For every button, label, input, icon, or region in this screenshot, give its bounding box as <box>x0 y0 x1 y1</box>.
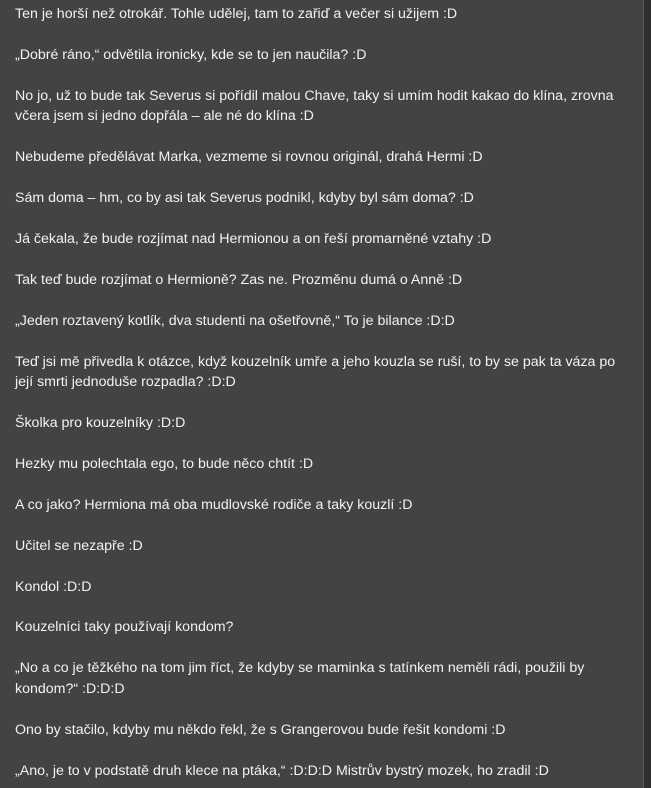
comment-text-18: „Ano, je to v podstatě druh klece na ptáka,“ :D:D:D Mistrův bystrý mozek, ho zradil :D <box>15 762 549 779</box>
comment-text-13: Učitel se nezapře :D <box>15 537 143 554</box>
comment-text-5: Sám doma – hm, co by asi tak Severus podnikl, kdyby byl sám doma? :D <box>15 190 474 207</box>
comment-text-16: „No a co je těžkého na tom jim říct, že kdyby se maminka s tatínkem neměli rádi, použili by kondom?“ :D:D:D <box>15 660 585 697</box>
comment-text-6: Já čekala, že bude rozjímat nad Hermionou a on řeší promarněné vztahy :D <box>15 230 492 247</box>
comment-text-12: A co jako? Hermiona má oba mudlovské rodiče a taky kouzlí :D <box>15 496 413 513</box>
scrollbar-gutter[interactable] <box>644 0 651 788</box>
comment-text-15: Kouzelníci taky používají kondom? <box>15 619 234 636</box>
comment-text-10: Školka pro kouzelníky :D:D <box>15 415 186 432</box>
comment-text-4: Nebudeme předělávat Marka, vezmeme si rovnou originál, drahá Hermi :D <box>15 149 483 166</box>
comment-text-3: No jo, už to bude tak Severus si pořídil malou Chave, taky si umím hodit kakao do klína, zrovna včera jsem si jedno dopřála – ale né do klína :D <box>15 87 614 125</box>
comment-text-1: Ten je horší než otrokář. Tohle udělej, tam to zařiď a večer si užijem :D <box>15 6 458 22</box>
comment-text-2: „Dobré ráno,“ odvětila ironicky, kde se to jen naučila? :D <box>15 46 367 63</box>
comment-text-14: Kondol :D:D <box>15 578 92 595</box>
comment-text-9: Teď jsi mě přivedla k otázce, když kouzelník umře a jeho kouzla se ruší, to by se pak ta váza po její smrti jednoduše rozpadla? :D:D <box>15 353 616 391</box>
comment-text-8: „Jeden roztavený kotlík, dva studenti na ošetřovně,“ To je bilance :D:D <box>15 312 455 329</box>
comment-text-7: Tak teď bude rozjímat o Hermioně? Zas ne. Prozměnu dumá o Anně :D <box>15 271 463 288</box>
comment-text-11: Hezky mu polechtala ego, to bude něco chtít :D <box>15 455 314 472</box>
comment-text-17: Ono by stačilo, kdyby mu někdo řekl, že s Grangerovou bude řešit kondomi :D <box>15 721 506 738</box>
